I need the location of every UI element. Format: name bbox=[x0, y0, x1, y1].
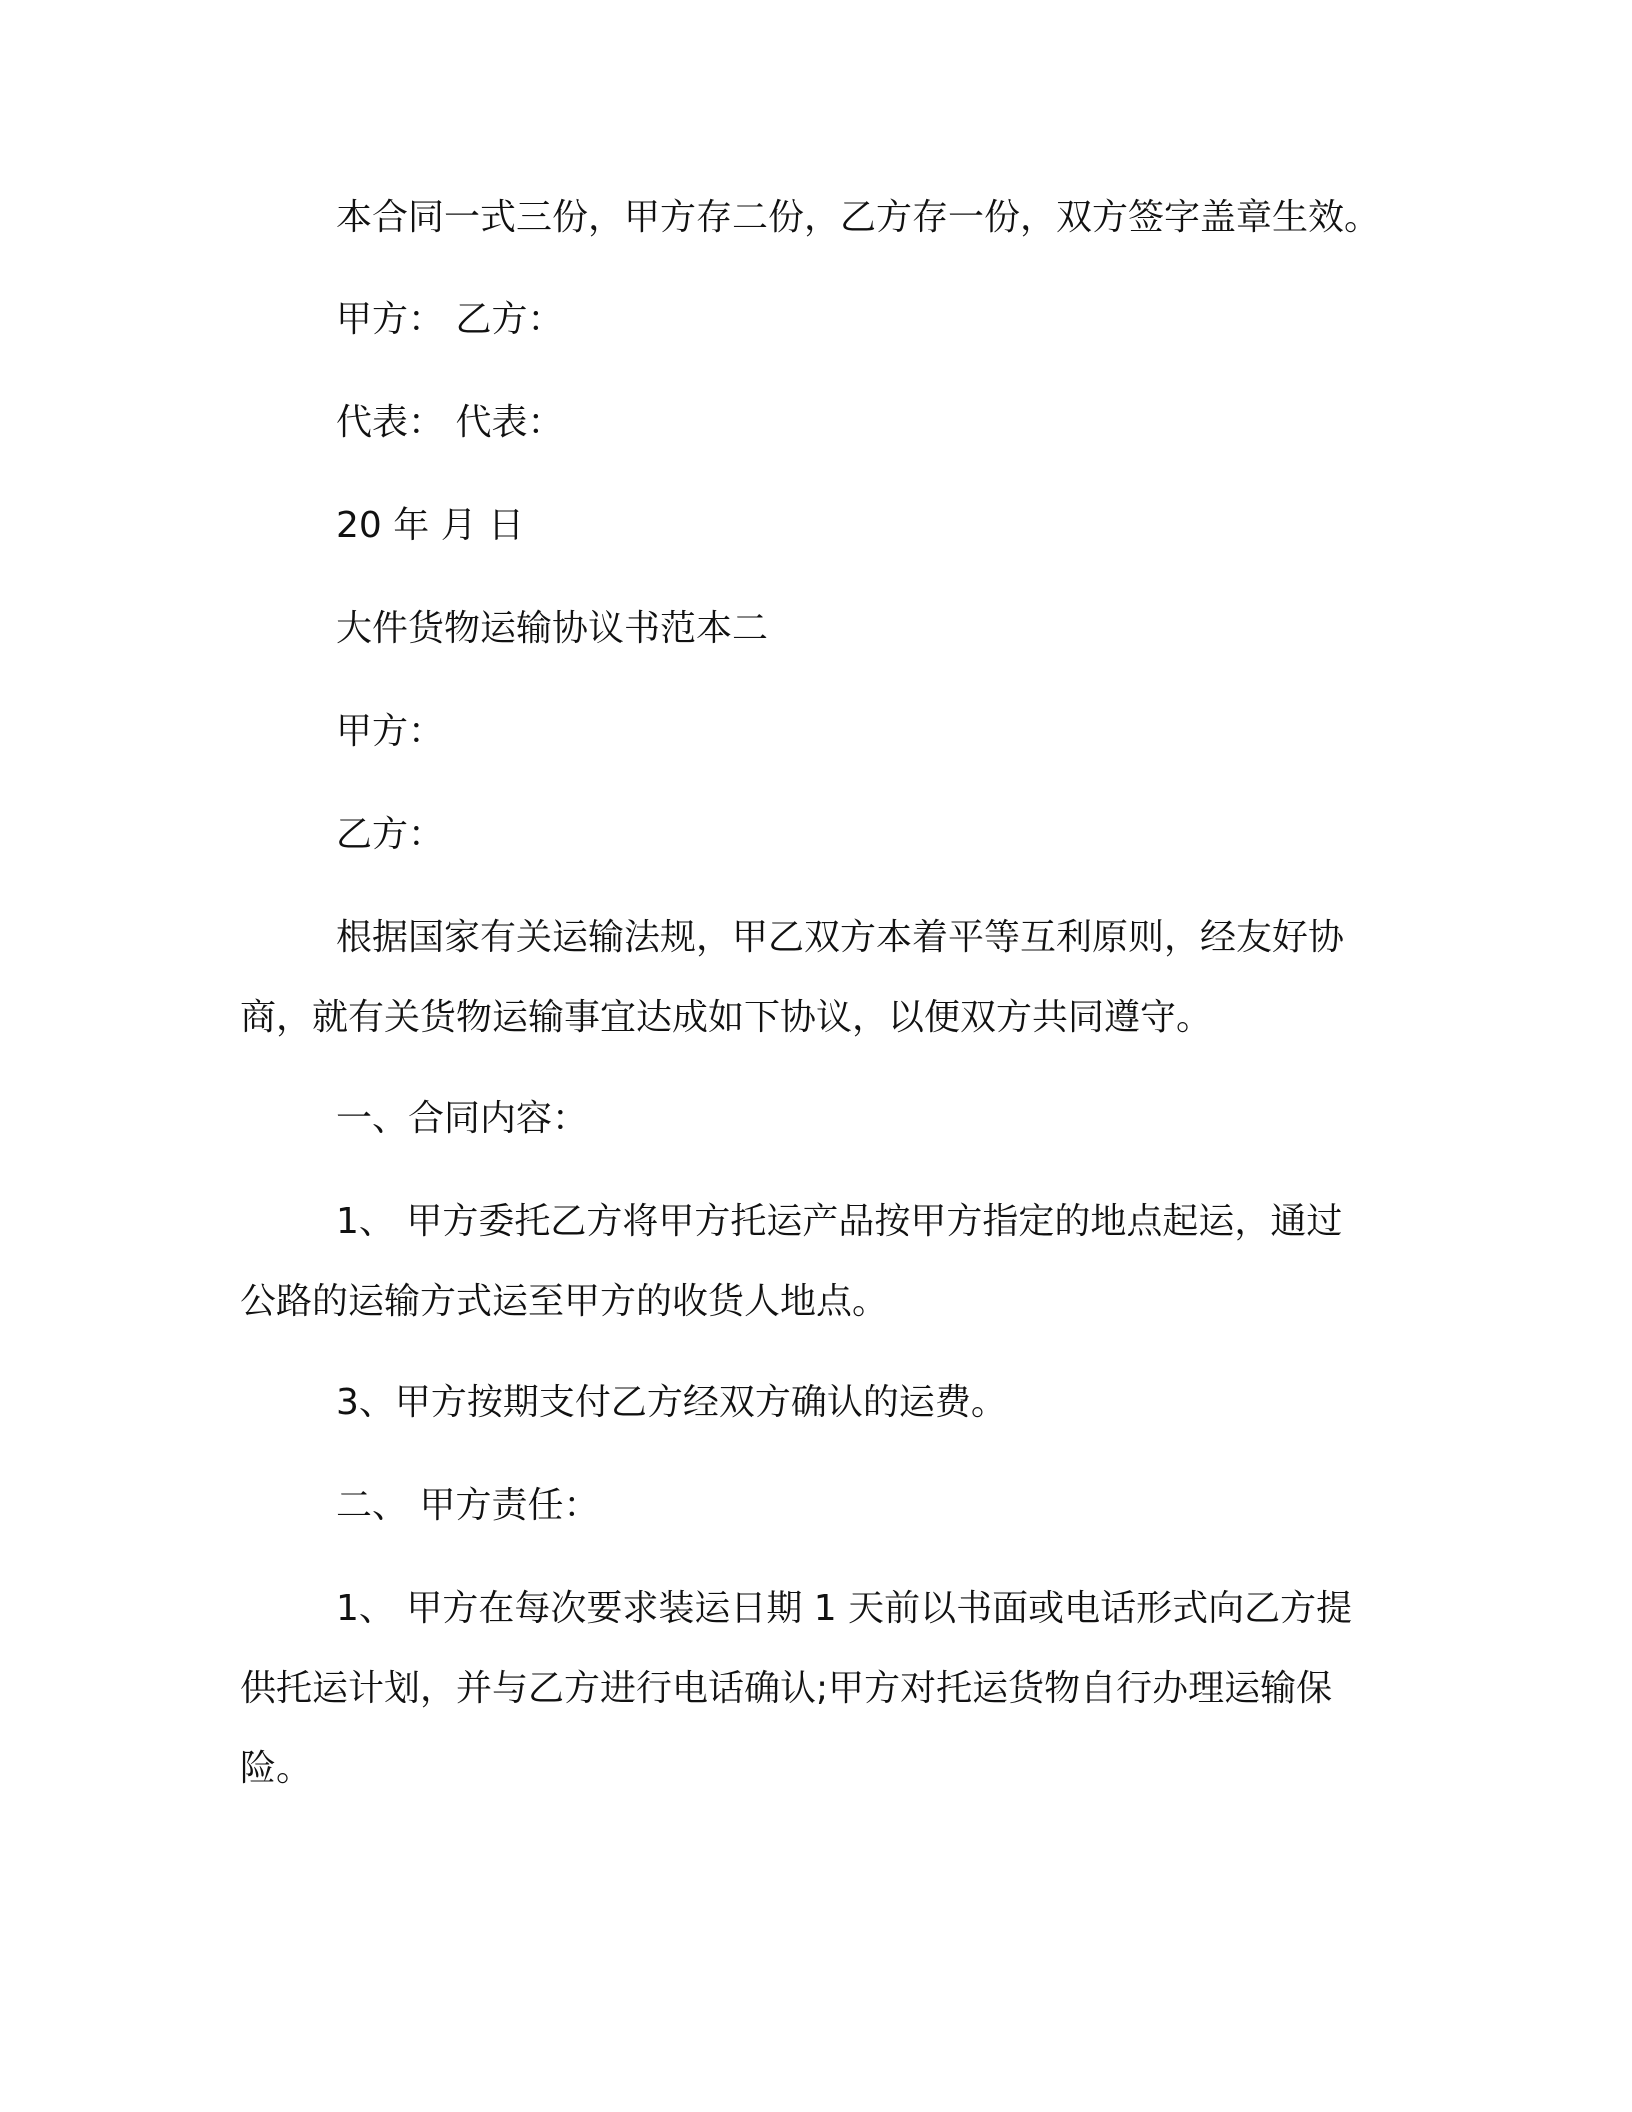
paragraph-agreement-title: 大件货物运输协议书范本二 bbox=[336, 608, 769, 649]
clause-3-payment: 3、甲方按期支付乙方经双方确认的运费。 bbox=[336, 1382, 1007, 1423]
clause-1-transport bbox=[240, 1182, 1372, 1342]
duty-clause-line-3: 险。 bbox=[240, 1748, 313, 1789]
preamble-line-1: 根据国家有关运输法规，甲乙双方本着平等互利原则，经友好协 bbox=[336, 917, 1345, 958]
clause-1-line-2: 公路的运输方式运至甲方的收货人地点。 bbox=[240, 1281, 889, 1322]
duty-clause-1 bbox=[240, 1569, 1372, 1809]
paragraph-representatives: 代表： 代表： bbox=[336, 402, 564, 443]
paragraph-party-a-party-b: 甲方： 乙方： bbox=[336, 299, 564, 340]
preamble-line-2: 商，就有关货物运输事宜达成如下协议，以便双方共同遵守。 bbox=[240, 997, 1213, 1038]
paragraph-party-b: 乙方： bbox=[336, 814, 445, 855]
duty-clause-line-2: 供托运计划，并与乙方进行电话确认;甲方对托运货物自行办理运输保 bbox=[240, 1668, 1333, 1709]
paragraph-contract-copies: 本合同一式三份，甲方存二份，乙方存一份，双方签字盖章生效。 bbox=[336, 197, 1381, 238]
paragraph-date: 20 年 月 日 bbox=[336, 505, 525, 546]
clause-1-line-1: 1、 甲方委托乙方将甲方托运产品按甲方指定的地点起运，通过 bbox=[336, 1201, 1343, 1242]
duty-clause-line-1: 1、 甲方在每次要求装运日期 1 天前以书面或电话形式向乙方提 bbox=[336, 1588, 1353, 1629]
paragraph-preamble bbox=[240, 898, 1372, 1058]
paragraph-party-a: 甲方： bbox=[336, 711, 445, 752]
section-heading-party-a-duties: 二、 甲方责任： bbox=[336, 1485, 600, 1526]
section-heading-contract-content: 一、合同内容： bbox=[336, 1098, 589, 1139]
